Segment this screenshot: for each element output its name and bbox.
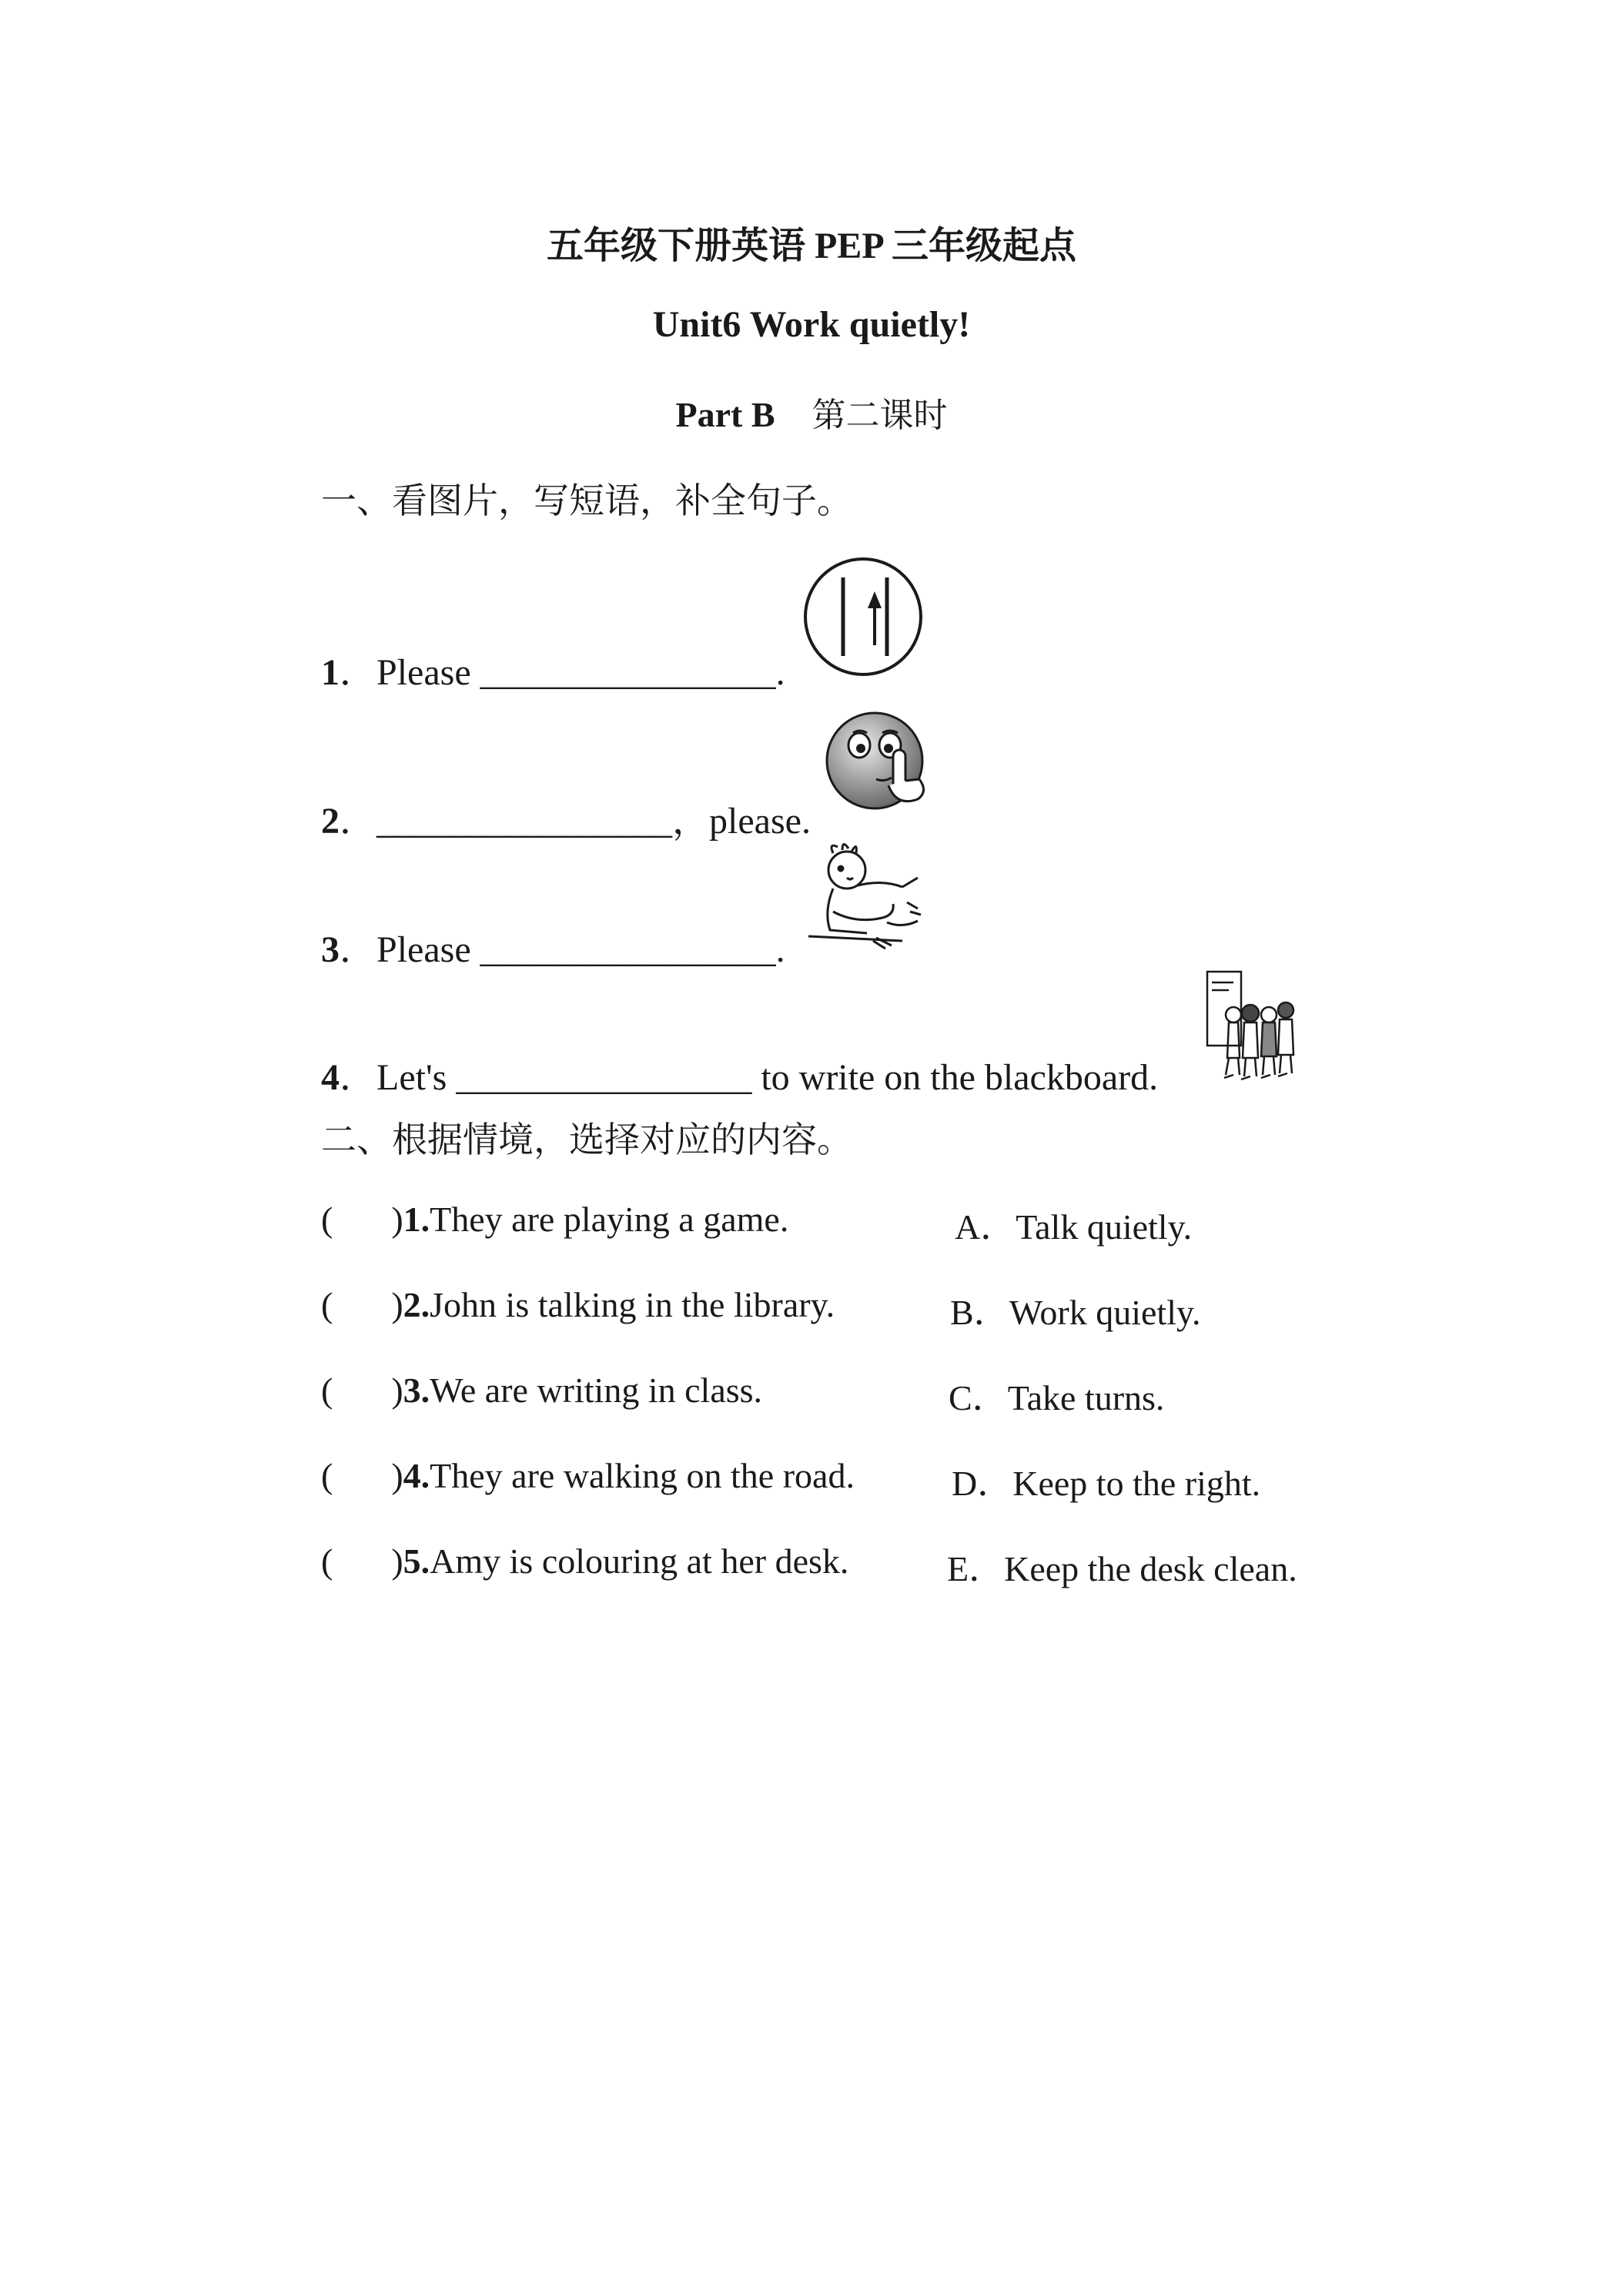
item-number: 3. — [403, 1371, 430, 1410]
paren-open: ( — [321, 1285, 333, 1324]
item-text: Amy is colouring at her desk. — [430, 1541, 849, 1581]
paren-close: ) — [391, 1285, 403, 1324]
section1-heading: 一、看图片，写短语，补全句子。 — [321, 480, 852, 521]
question-text-after: . — [775, 929, 785, 970]
item-text: They are playing a game. — [430, 1200, 789, 1239]
answer-blank[interactable]: ________________ — [480, 929, 776, 970]
question-4 — [321, 1047, 1158, 1100]
lesson-label: 第二课时 — [812, 396, 948, 435]
paren-open: ( — [321, 1541, 333, 1581]
option-letter: D． — [952, 1464, 1013, 1503]
part-line — [0, 387, 1623, 437]
question-text-before: Please — [376, 652, 480, 693]
match-item-5 — [321, 1541, 848, 1581]
item-number: 1. — [403, 1200, 430, 1239]
item-text: John is talking in the library. — [430, 1285, 835, 1324]
question-number: 4 — [321, 1057, 340, 1098]
question-sep: ． — [340, 1057, 377, 1098]
option-letter: C． — [949, 1378, 1008, 1417]
option-d — [952, 1455, 1260, 1506]
option-letter: B． — [950, 1293, 1009, 1332]
question-number: 2 — [321, 801, 340, 842]
option-text: Keep the desk clean. — [1004, 1549, 1297, 1588]
paren-close: ) — [391, 1541, 403, 1581]
option-a — [955, 1199, 1192, 1250]
item-number: 2. — [403, 1285, 430, 1324]
quiet-face-icon — [822, 705, 945, 821]
option-e — [947, 1541, 1297, 1591]
question-text-before: Let's — [376, 1057, 457, 1098]
question-1 — [321, 642, 785, 695]
question-sep: ． — [340, 652, 377, 693]
child-colouring-icon — [802, 838, 933, 953]
match-item-4 — [321, 1455, 855, 1496]
unit-title: Unit6 Work quietly! — [652, 304, 971, 345]
question-sep: ． — [340, 929, 377, 970]
question-text-after: ，please. — [672, 801, 811, 842]
children-queue-icon — [1203, 967, 1301, 1083]
item-number: 4. — [403, 1456, 430, 1495]
keep-right-sign-icon — [801, 554, 925, 679]
paren-open: ( — [321, 1371, 333, 1410]
paren-close: ) — [391, 1371, 403, 1410]
answer-blank[interactable]: ________________ — [456, 1057, 752, 1098]
question-3 — [321, 919, 785, 972]
option-b — [950, 1284, 1201, 1335]
paren-close: ) — [391, 1200, 403, 1239]
option-text: Take turns. — [1007, 1378, 1165, 1417]
option-letter: A． — [955, 1207, 1016, 1247]
answer-blank[interactable]: ________________ — [480, 652, 776, 693]
paren-close: ) — [391, 1456, 403, 1495]
section2-heading: 二、根据情境，选择对应的内容。 — [321, 1119, 852, 1160]
question-sep: ． — [340, 801, 377, 842]
question-number: 3 — [321, 929, 340, 970]
item-text: They are walking on the road. — [430, 1456, 855, 1495]
paren-open: ( — [321, 1200, 333, 1239]
match-item-2 — [321, 1284, 835, 1325]
question-2 — [321, 791, 811, 844]
option-text: Work quietly. — [1009, 1293, 1201, 1332]
page-title: 五年级下册英语 PEP 三年级起点 — [546, 226, 1076, 266]
match-item-3 — [321, 1370, 762, 1411]
item-number: 5. — [403, 1541, 430, 1581]
option-text: Talk quietly. — [1016, 1207, 1193, 1247]
answer-blank[interactable]: ________________ — [376, 801, 673, 842]
question-text-after: to write on the blackboard. — [751, 1057, 1159, 1098]
match-item-1 — [321, 1199, 788, 1240]
question-text-after: . — [775, 652, 785, 693]
item-text: We are writing in class. — [430, 1371, 763, 1410]
option-text: Keep to the right. — [1012, 1464, 1261, 1503]
option-letter: E． — [947, 1549, 1005, 1588]
paren-open: ( — [321, 1456, 333, 1495]
part-label: Part B — [675, 395, 775, 434]
question-text-before: Please — [376, 929, 480, 970]
option-c — [949, 1370, 1164, 1421]
question-number: 1 — [321, 652, 340, 693]
